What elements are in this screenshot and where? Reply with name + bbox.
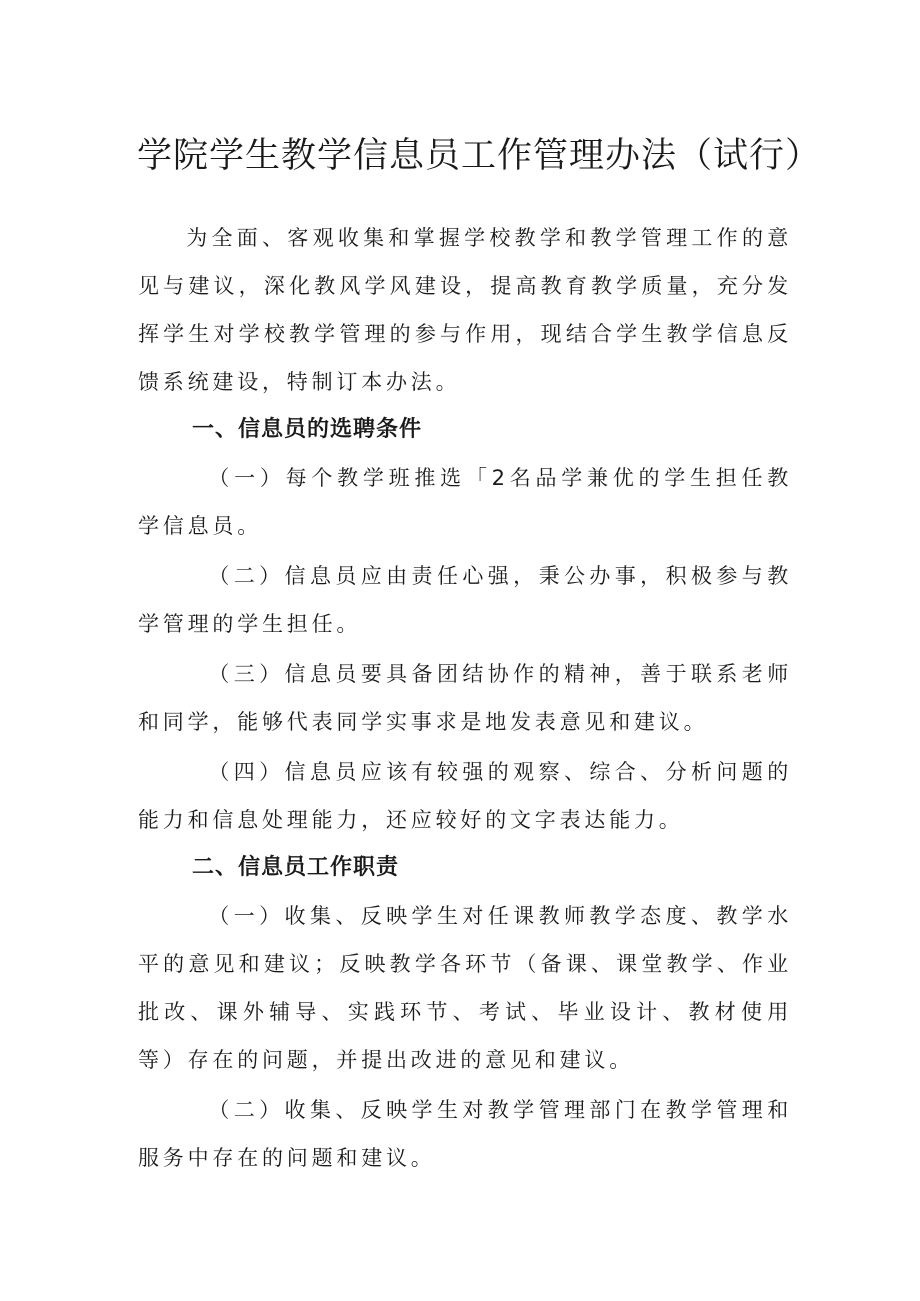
section-1-item-2: （二）信息员应由责任心强，秉公办事，积极参与教学管理的学生担任。 — [138, 564, 792, 636]
section-heading-2: 二、信息员工作职责 — [192, 855, 400, 880]
section-2-item-2: （二）收集、反映学生对教学管理部门在教学管理和服务中存在的问题和建议。 — [138, 1098, 792, 1170]
section-2-item-1: （一）收集、反映学生对任课教师教学态度、教学水平的意见和建议；反映教学各环节（备课、课堂教学、作业批改、课外辅导、实践环节、考试、毕业设计、教材使用等）存在的问题，并提出改进的意见和建议。 — [138, 904, 792, 1072]
document-title: 学院学生教学信息员工作管理办法（试行） — [137, 136, 822, 176]
intro-paragraph: 为全面、客观收集和掌握学校教学和教学管理工作的意见与建议，深化教风学风建设，提高教育教学质量，充分发挥学生对学校教学管理的参与作用，现结合学生教学信息反馈系统建设，特制订本办法。 — [138, 226, 792, 394]
section-1-item-3: （三）信息员要具备团结协作的精神，善于联系老师和同学，能够代表同学实事求是地发表意见和建议。 — [138, 662, 792, 734]
section-1-item-1: （一）每个教学班推选「2名品学兼优的学生担任教学信息员。 — [138, 466, 792, 538]
section-1-item-4: （四）信息员应该有较强的观察、综合、分析问题的能力和信息处理能力，还应较好的文字表达能力。 — [138, 760, 792, 832]
section-heading-1: 一、信息员的选聘条件 — [192, 417, 423, 442]
document-body — [138, 214, 792, 1182]
